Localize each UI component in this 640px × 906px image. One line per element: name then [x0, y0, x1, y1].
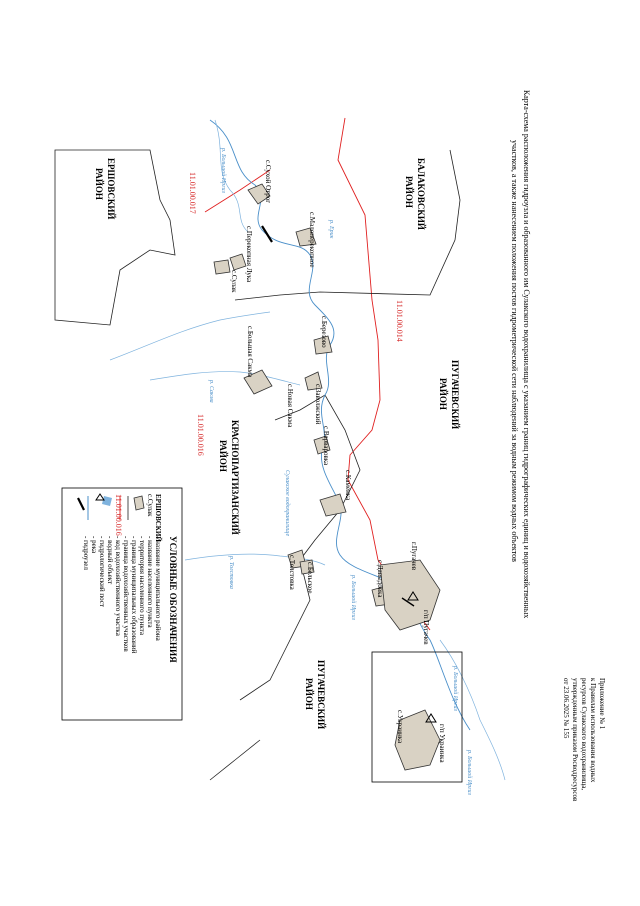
svg-text:с.Перекопная Лука: с.Перекопная Лука [245, 226, 253, 283]
svg-text:- название муниципального райо: - название муниципального района [154, 536, 162, 641]
svg-text:БАЛАКОВСКИЙ: БАЛАКОВСКИЙ [416, 158, 426, 230]
svg-text:с.Украинка: с.Украинка [396, 710, 404, 744]
svg-text:с.Сулак: с.Сулак [146, 494, 154, 517]
svg-text:к Правилам использования: к Правилам использования водных [589, 678, 597, 783]
svg-text:р. Ерик: р. Ерик [328, 220, 334, 239]
svg-text:р. Большой Иргиз: р. Большой Иргиз [350, 575, 356, 620]
river-sakma [150, 372, 300, 385]
svg-text:- граница водохозяйственных уч: - граница водохозяйственных участков [122, 536, 130, 652]
svg-text:ЕРШОВСКИЙ: ЕРШОВСКИЙ [106, 158, 116, 220]
svg-text:11.01.00.017: 11.01.00.017 [188, 172, 197, 214]
svg-text:ПУГАЧЕВСКИЙ: ПУГАЧЕВСКИЙ [450, 360, 460, 430]
reservoir-channel [215, 120, 248, 232]
svg-text:- гидрологический пост: - гидрологический пост [98, 536, 106, 607]
svg-text:р. Большой Иргиз: р. Большой Иргиз [466, 750, 472, 795]
svg-text:ресурсов Сулакского водо: ресурсов Сулакского водохранилища, [580, 678, 588, 791]
river-bolshoy-irgiz [210, 120, 470, 730]
municipal-boundary-4 [210, 740, 260, 780]
svg-text:11.01.00.016: 11.01.00.016 [114, 494, 123, 536]
svg-text:с.Бельское: с.Бельское [306, 562, 314, 594]
svg-text:- название населенного пункта: - название населенного пункта [146, 536, 154, 628]
river-tributary [110, 312, 270, 360]
svg-text:с.Большая Сакма: с.Большая Сакма [246, 326, 254, 378]
svg-text:- код водохозяйственного участ: - код водохозяйственного участка [114, 536, 122, 636]
svg-text:г/п Украинка: г/п Украинка [438, 724, 446, 763]
svg-text:утвержденным приказом Росвод: утвержденным приказом Росводресурсов [571, 678, 579, 802]
svg-text:р. Толстовка: р. Толстовка [228, 556, 234, 589]
hydrosystem-symbol [262, 226, 272, 242]
svg-text:РАЙОН: РАЙОН [94, 168, 104, 200]
map-title-line2: участков, а также нанесением положения постов гидрометрической сети наблюдений за водным режимом водных объектов [510, 140, 519, 562]
svg-text:РАЙОН: РАЙОН [438, 378, 448, 410]
legend [62, 488, 182, 720]
svg-text:ПУГАЧЕВСКИЙ: ПУГАЧЕВСКИЙ [316, 660, 326, 730]
appendix-note [562, 678, 606, 802]
svg-text:- водный объект: - водный объект [106, 536, 114, 585]
svg-text:р. Большой Иргиз: р. Большой Иргиз [452, 666, 458, 711]
svg-text:11.01.00.016: 11.01.00.016 [196, 414, 205, 456]
svg-text:с.Березово: с.Березово [320, 316, 328, 348]
svg-text:- территория населенного пункт: - территория населенного пункта [138, 536, 146, 635]
svg-text:УСЛОВНЫЕ ОБОЗНАЧЕНИЯ: УСЛОВНЫЕ ОБОЗНАЧЕНИЯ [168, 536, 178, 663]
svg-text:р. Большой Иргиз: р. Большой Иргиз [220, 148, 226, 193]
svg-text:г.Пугачев: г.Пугачев [410, 542, 418, 571]
svg-text:ЕРШОВСКИЙ: ЕРШОВСКИЙ [154, 494, 162, 542]
svg-text:с.Каменка: с.Каменка [344, 470, 352, 501]
svg-text:р. Сакма: р. Сакма [208, 380, 214, 403]
svg-text:КРАСНОПАРТИЗАНСКИЙ: КРАСНОПАРТИЗАНСКИЙ [230, 420, 240, 535]
svg-text:РАЙОН: РАЙОН [404, 176, 414, 208]
svg-text:с.Малоперекопное: с.Малоперекопное [308, 212, 316, 268]
svg-text:- граница муниципальных образо: - граница муниципальных образований [130, 536, 138, 654]
svg-text:с.Сулак: с.Сулак [230, 270, 238, 293]
svg-text:Сулакское водохранилище: Сулакское водохранилище [284, 470, 290, 537]
svg-text:с.Варваровка: с.Варваровка [322, 426, 330, 466]
svg-text:РАЙОН: РАЙОН [218, 440, 228, 472]
svg-text:11.01.00.014: 11.01.00.014 [395, 300, 404, 342]
svg-text:РАЙОН: РАЙОН [304, 678, 314, 710]
settlement-labels [230, 160, 418, 744]
municipal-boundary-3 [240, 395, 360, 700]
svg-text:- гидроузел: - гидроузел [82, 536, 90, 570]
svg-text:с.Новая Сакма: с.Новая Сакма [286, 384, 294, 428]
svg-text:с.Толстовка: с.Толстовка [288, 555, 296, 590]
svg-text:с.Давыдовка: с.Давыдовка [376, 560, 384, 598]
svg-text:- река: - река [90, 536, 98, 554]
wma-codes [188, 172, 404, 456]
svg-text:от 23.06.2025 № 155: от 23.06.2025 № 155 [562, 678, 570, 739]
svg-text:с.Сухой Отрог: с.Сухой Отрог [264, 160, 272, 204]
svg-text:г/п Пугачев: г/п Пугачев [422, 610, 430, 645]
map-title-line1: Карта-схема расположения гидроузла и образованного им Сулакского водохранилища с указанием границ гидрографических единиц и водохозяйственных [522, 90, 531, 619]
svg-text:Приложение № 1: Приложение № 1 [598, 678, 606, 730]
svg-text:с.Заволжский: с.Заволжский [314, 384, 322, 425]
